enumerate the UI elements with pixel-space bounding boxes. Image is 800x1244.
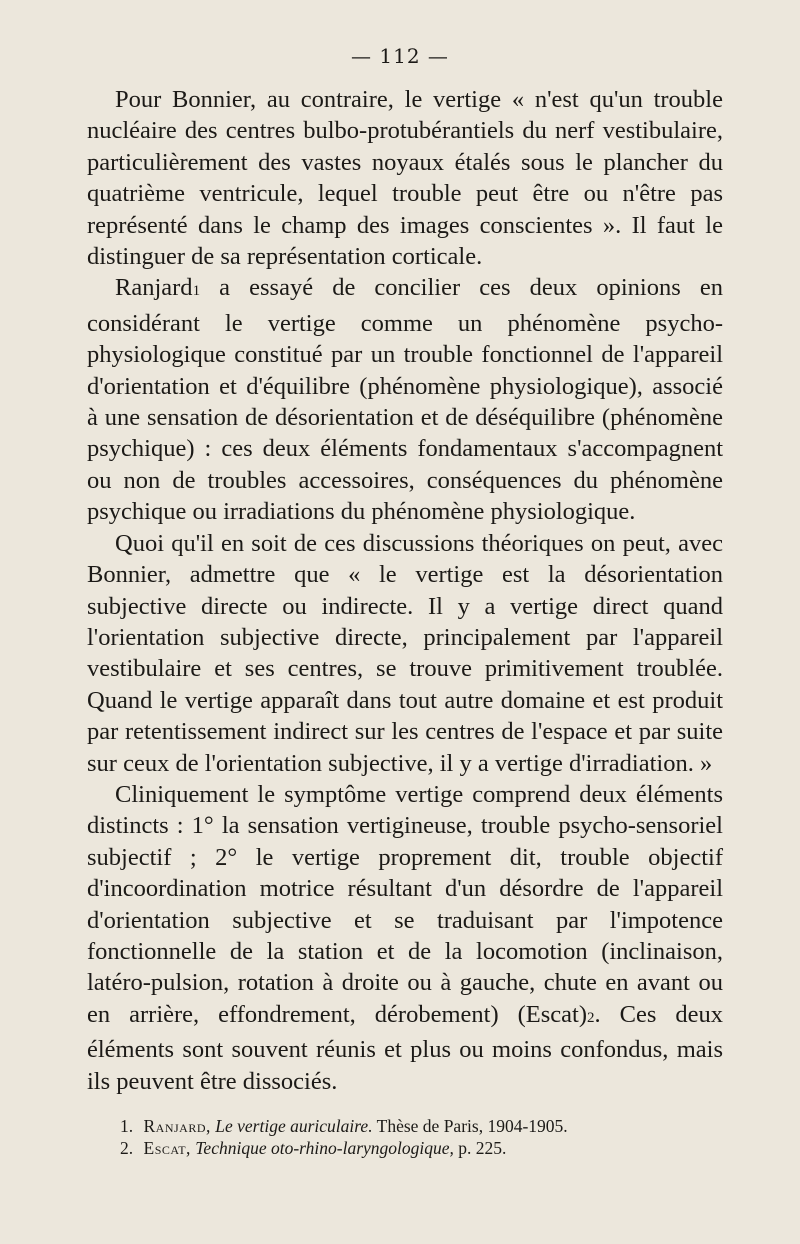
page-number: — 112 — [351,44,449,68]
footnote-1-rest: Thèse de Paris, 1904-1905. [376,1116,568,1136]
paragraph-cliniquement-rest: . Ces deux éléments sont souvent réunis et plus ou moins confondus, mais ils peuvent être dissociés. [87,1000,724,1095]
footnote-1-author: Ranjard, [143,1116,211,1136]
body-text [87,84,723,1097]
footnote-2-rest: p. 225. [458,1138,507,1158]
footnotes [120,1115,720,1159]
footnote-1-title: Le vertige auriculaire. [215,1116,373,1136]
paragraph-bonnier: Pour Bonnier, au contraire, le vertige « n'est qu'un trouble nucléaire des centres bulbo-protubérantiels du nerf vestibulaire, particulièrement des vastes noyaux étalés sous le plancher du quatrième ventricule, lequel trouble peut être ou n'être pas représenté dans le champ des images conscientes ». Il faut le distinguer de sa représentation corticale. [87,86,723,271]
footnote-2 [120,1137,720,1159]
footnote-2-number: 2. [120,1138,134,1158]
footnote-ref-1: 1 [192,283,201,300]
footnote-ref-2: 2 [587,1009,595,1026]
footnote-1 [120,1115,720,1137]
paragraph-ranjard-rest: a essayé de concilier ces deux opinions en considérant le vertige comme un phénomène psycho-physiologique constitué par un trouble fonctionnel de l'appareil d'orientation et d'équilibre (phénomène physiologique), associé à une sensation de désorientation et de déséquilibre (phénomène psychique) : ces deux éléments fondamentaux s'accompagnent ou non de troubles accessoires, conséquences du phénomène psychique ou irradiations du phénomène physiologique. [87,274,723,526]
paragraph-cliniquement [87,779,723,1097]
paragraph-cliniquement-start: Cliniquement le symptôme vertige comprend deux éléments distincts : 1° la sensation vertigineuse, trouble psycho-sensoriel subjectif ; 2° le vertige proprement dit, trouble objectif d'incoordination motrice résultant d'un désordre de l'appareil d'orientation subjective et se traduisant par l'impotence fonctionnelle de la station et de la locomotion (inclinaison, latéro-pulsion, rotation à droite ou à gauche, chute en avant ou en arrière, effondrement, dérobement) (Escat) [87,780,723,1028]
paragraph-ranjard-start: Ranjard [115,274,193,302]
footnote-2-author: Escat, [143,1138,191,1158]
footnote-2-title: Technique oto-rhino-laryngologique, [195,1138,454,1158]
paragraph-ranjard [87,272,723,527]
paragraph-quoi-qu-il: Quoi qu'il en soit de ces discussions théoriques on peut, avec Bonnier, admettre que « le vertige est la désorientation subjective directe ou indirecte. Il y a vertige direct quand l'orientation subjective directe, principalement par l'appareil vestibulaire et ses centres, se trouve primitivement troublée. Quand le vertige apparaît dans tout autre domaine et est produit par retentissement indirect sur les centres de l'espace et par suite sur ceux de l'orientation subjective, il y a vertige d'irradiation. » [87,529,723,777]
footnote-1-number: 1. [120,1116,134,1136]
